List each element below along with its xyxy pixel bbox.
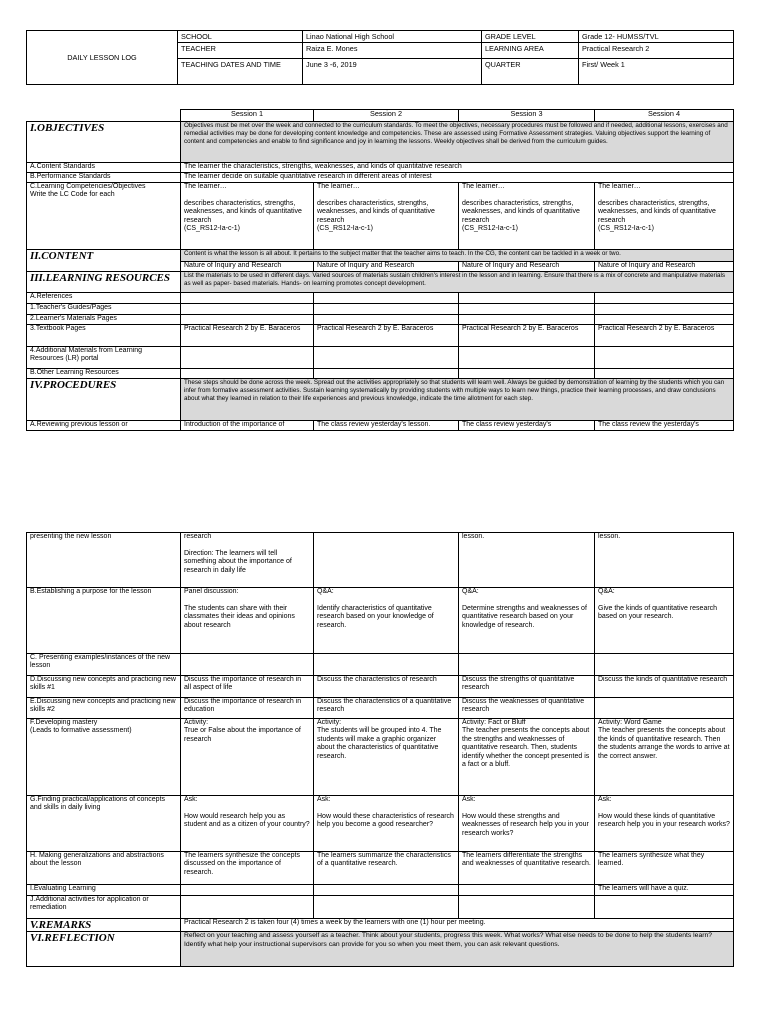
competencies-label: C.Learning Competencies/Objectives Write the LC Code for each [27, 183, 181, 250]
additional-activities-label: J.Additional activities for application or remediation [27, 896, 181, 919]
header-table [26, 30, 734, 85]
area-label: LEARNING AREA [482, 43, 579, 59]
review-s3-part2: lesson. [459, 533, 595, 588]
purpose-s1: Panel discussion: The students can share with their classmates their ideas and opinions about research [181, 588, 314, 654]
lesson-table-part2 [26, 532, 734, 967]
purpose-label: B.Establishing a purpose for the lesson [27, 588, 181, 654]
procedures-heading: IV.PROCEDURES [27, 379, 181, 421]
purpose-s3: Q&A: Determine strengths and weaknesses of quantitative research based on your knowledge of research. [459, 588, 595, 654]
new-concepts-1-s3: Discuss the strengths of quantitative research [459, 676, 595, 698]
content-s2: Nature of Inquiry and Research [314, 262, 459, 272]
new-concepts-2-s3: Discuss the weaknesses of quantitative research [459, 698, 595, 719]
new-concepts-2-s1: Discuss the importance of research in education [181, 698, 314, 719]
dates-label: TEACHING DATES AND TIME [178, 59, 303, 85]
other-resources-label: B.Other Learning Resources [27, 369, 181, 379]
competency-s4: The learner… describes characteristics, strengths, weaknesses, and kinds of quantitative research (CS_RS12-Ia-c-1) [595, 183, 734, 250]
new-concepts-1-s4: Discuss the kinds of quantitative research [595, 676, 734, 698]
generalization-label: H. Making generalizations and abstractions about the lesson [27, 852, 181, 885]
examples-label: C. Presenting examples/instances of the new lesson [27, 654, 181, 676]
generalization-s2: The learners summarize the characteristics of a quantitative research. [314, 852, 459, 885]
remarks-heading: V.REMARKS [27, 919, 181, 932]
objectives-heading: I.OBJECTIVES [27, 122, 181, 163]
mastery-s2: Activity: The students will be grouped into 4. The students will make a graphic organizer about the characteristics of quantitative research. [314, 719, 459, 796]
generalization-s1: The learners synthesize the concepts discussed on the importance of research. [181, 852, 314, 885]
session-4-header: Session 4 [595, 110, 734, 122]
session-2-header: Session 2 [314, 110, 459, 122]
practical-s4: Ask: How would these kinds of quantitative research help you in your research works? [595, 796, 734, 852]
grade-label: GRADE LEVEL [482, 31, 579, 43]
textbook-s3: Practical Research 2 by E. Baraceros [459, 325, 595, 347]
mastery-label: F.Developing mastery (Leads to formative assessment) [27, 719, 181, 796]
school-label: SCHOOL [178, 31, 303, 43]
review-s1-part1: Introduction of the importance of [181, 421, 314, 431]
mastery-s3: Activity: Fact or Bluff The teacher presents the concepts about the strengths and weaknesses of quantitative research. Then, students identify whether the concept presented is a fact or a bluff. [459, 719, 595, 796]
quarter-label: QUARTER [482, 59, 579, 85]
competency-s3: The learner… describes characteristics, strengths, weaknesses, and kinds of quantitative research (CS_RS12-Ia-c-1) [459, 183, 595, 250]
review-s2-part2 [314, 533, 459, 588]
content-s1: Nature of Inquiry and Research [181, 262, 314, 272]
content-s3: Nature of Inquiry and Research [459, 262, 595, 272]
review-s1-part2: research Direction: The learners will tell something about the importance of research in daily life [181, 533, 314, 588]
review-s2-part1: The class review yesterday's lesson. [314, 421, 459, 431]
dates-value: June 3 -6, 2019 [303, 59, 482, 85]
review-s4-part2: lesson. [595, 533, 734, 588]
content-s4: Nature of Inquiry and Research [595, 262, 734, 272]
new-concepts-2-s2: Discuss the characteristics of a quantitative research [314, 698, 459, 719]
learners-materials-label: 2.Learner's Materials Pages [27, 315, 181, 325]
content-standards-label: A.Content Standards [27, 163, 181, 173]
practical-s2: Ask: How would these characteristics of research help you become a good researcher? [314, 796, 459, 852]
reflection-heading: VI.REFLECTION [27, 932, 181, 967]
mastery-s1: Activity: True or False about the importance of research [181, 719, 314, 796]
content-standards-value: The learner the characteristics, strengths, weaknesses, and kinds of quantitative research [181, 163, 734, 173]
generalization-s4: The learners synthesize what they learned. [595, 852, 734, 885]
new-concepts-2-s4 [595, 698, 734, 719]
additional-materials-label: 4.Additional Materials from Learning Resources (LR) portal [27, 347, 181, 369]
textbook-label: 3.Textbook Pages [27, 325, 181, 347]
evaluating-s3 [459, 885, 595, 896]
quarter-value: First/ Week 1 [579, 59, 734, 85]
teacher-value: Raiza E. Mones [303, 43, 482, 59]
doc-title: DAILY LESSON LOG [27, 31, 178, 85]
reflection-value: Reflect on your teaching and assess yourself as a teacher. Think about your students, progress this week. What works? What else needs to be done to help the students learn? Identify what help your instructional supervisors can provide for you so when you meet them, you can ask relevant questions. [181, 932, 734, 967]
new-concepts-1-s1: Discuss the importance of research in all aspect of life [181, 676, 314, 698]
competency-s1: The learner… describes characteristics, strengths, weaknesses, and kinds of quantitative research (CS_RS12-Ia-c-1) [181, 183, 314, 250]
evaluating-label: I.Evaluating Learning [27, 885, 181, 896]
new-concepts-1-label: D.Discussing new concepts and practicing new skills #1 [27, 676, 181, 698]
evaluating-s4: The learners will have a quiz. [595, 885, 734, 896]
area-value: Practical Research 2 [579, 43, 734, 59]
evaluating-s1 [181, 885, 314, 896]
resources-heading: III.LEARNING RESOURCES [27, 272, 181, 293]
content-note: Content is what the lesson is all about. It pertains to the subject matter that the teacher aims to teach. In the CG, the content can be tackled in a week or two. [181, 250, 734, 262]
textbook-s1: Practical Research 2 by E. Baraceros [181, 325, 314, 347]
remarks-value: Practical Research 2 is taken four (4) times a week by the learners with one (1) hour per meeting. [181, 919, 734, 932]
evaluating-s2 [314, 885, 459, 896]
performance-standards-label: B.Performance Standards [27, 173, 181, 183]
teachers-guide-label: 1.Teacher's Guides/Pages [27, 304, 181, 315]
review-label-part2: presenting the new lesson [27, 533, 181, 588]
competency-s2: The learner… describes characteristics, strengths, weaknesses, and kinds of quantitative research (CS_RS12-Ia-c-1) [314, 183, 459, 250]
textbook-s2: Practical Research 2 by E. Baraceros [314, 325, 459, 347]
new-concepts-1-s2: Discuss the characteristics of research [314, 676, 459, 698]
review-s4-part1: The class review the yesterday's [595, 421, 734, 431]
practical-s1: Ask: How would research help you as student and as a citizen of your country? [181, 796, 314, 852]
lesson-table-part1 [26, 109, 734, 431]
practical-label: G.Finding practical/applications of concepts and skills in daily living [27, 796, 181, 852]
resources-note: List the materials to be used in different days. Varied sources of materials sustain children's interest in the lesson and in learning. Ensure that there is a mix of concrete and manipulative materials as well as paper- based materials. Hands- on learning promotes concept development. [181, 272, 734, 293]
generalization-s3: The learners differentiate the strengths and weaknesses of quantitative research. [459, 852, 595, 885]
school-value: Linao National High School [303, 31, 482, 43]
review-label-part1: A.Reviewing previous lesson or [27, 421, 181, 431]
session-1-header: Session 1 [181, 110, 314, 122]
session-3-header: Session 3 [459, 110, 595, 122]
teacher-label: TEACHER [178, 43, 303, 59]
new-concepts-2-label: E.Discussing new concepts and practicing new skills #2 [27, 698, 181, 719]
purpose-s2: Q&A: Identify characteristics of quantitative research based on your knowledge of research. [314, 588, 459, 654]
references-label: A.References [27, 293, 181, 304]
objectives-note: Objectives must be met over the week and connected to the curriculum standards. To meet the objectives, necessary procedures must be followed and if needed, additional lessons, exercises and remedial activities may be done for developing content knowledge and competencies. These are assessed using Formative Assessment strategies. Valuing objectives support the learning of content and competencies and enable to find significance and joy in learning the lessons. Weekly objectives shall be derived from the curriculum guides. [181, 122, 734, 163]
textbook-s4: Practical Research 2 by E. Baraceros [595, 325, 734, 347]
performance-standards-value: The learner decide on suitable quantitative research in different areas of interest [181, 173, 734, 183]
purpose-s4: Q&A: Give the kinds of quantitative research based on your research. [595, 588, 734, 654]
review-s3-part1: The class review yesterday's [459, 421, 595, 431]
content-heading: II.CONTENT [27, 250, 181, 272]
mastery-s4: Activity: Word Game The teacher presents the concepts about the kinds of quantitative research. Then the students arrange the words to arrive at the correct answer. [595, 719, 734, 796]
practical-s3: Ask: How would these strengths and weaknesses of research help you in your research works? [459, 796, 595, 852]
grade-value: Grade 12- HUMSS/TVL [579, 31, 734, 43]
procedures-note: These steps should be done across the week. Spread out the activities appropriately so that students will learn well. Always be guided by demonstration of learning by the students which you can infer from formative assessment activities. Sustain learning systematically by providing students with multiple ways to learn new things, practice their learning processes, and draw conclusions about what they learned in relation to their life experiences and previous knowledge, indicate the time allotment for each step. [181, 379, 734, 421]
